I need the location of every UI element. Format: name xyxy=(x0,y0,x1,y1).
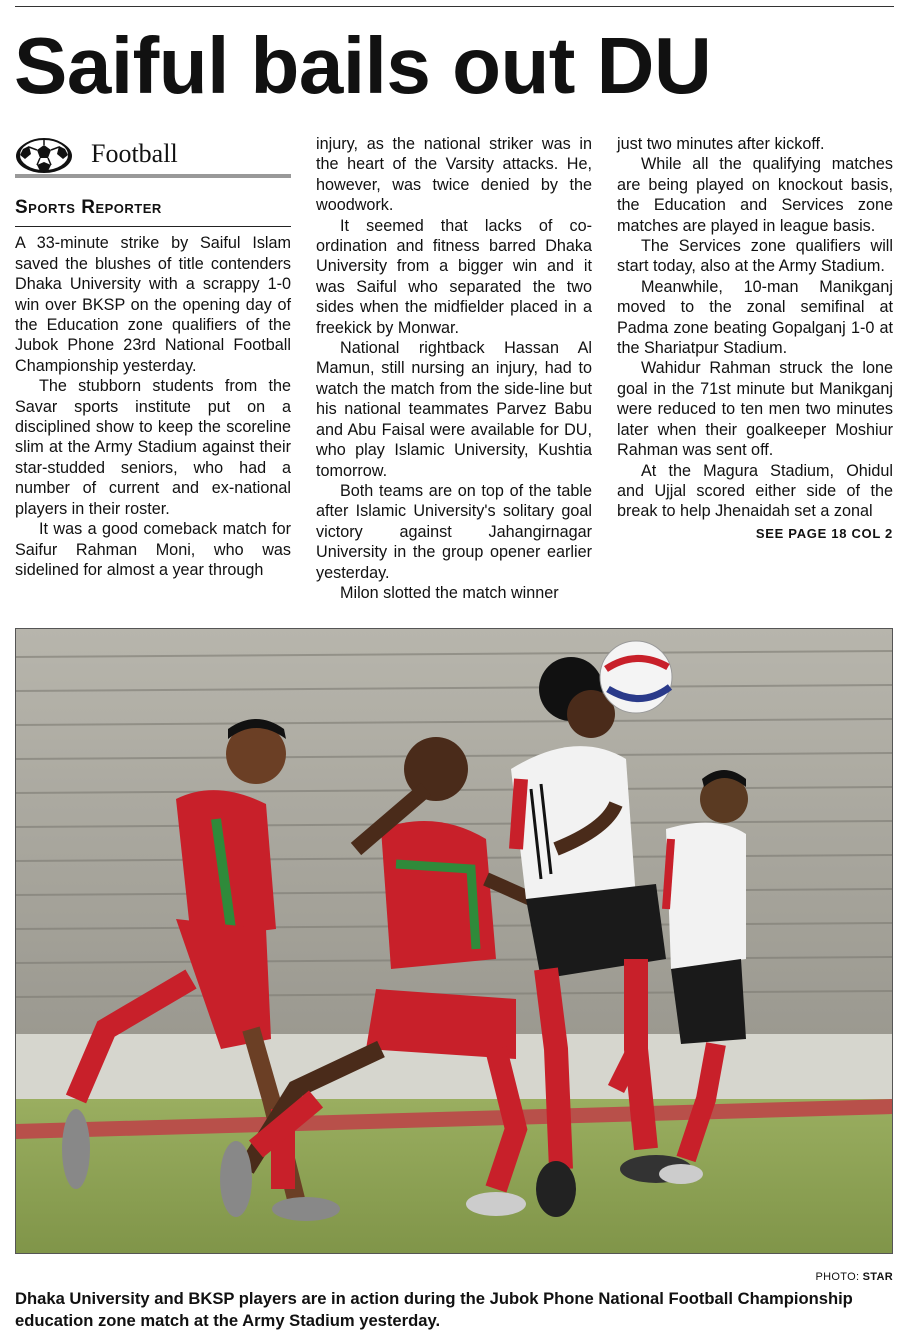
football-icon xyxy=(15,135,73,173)
photo-credit-prefix: PHOTO: xyxy=(815,1271,863,1283)
top-rule xyxy=(15,6,894,7)
paragraph: National rightback Hassan Al Mamun, still nursing an injury, had to watch the match from the side-line but his national teammates Parvez Babu and Abu Faisal were available for DU, who play Islamic University, Kushtia tomorrow. xyxy=(316,339,592,480)
paragraph: Both teams are on top of the table after Islamic University's solitary goal victory against Jahangirnagar University in the group opener earlier yesterday. xyxy=(316,481,592,582)
football-ball xyxy=(600,641,672,713)
paragraph: While all the qualifying matches are being played on knockout basis, the Education and Services zone matches are played in league basis. xyxy=(617,155,893,235)
paragraph: Milon slotted the match winner xyxy=(340,583,559,602)
section-header xyxy=(15,134,291,178)
paragraph: The Services zone qualifiers will start today, also at the Army Stadium. xyxy=(617,237,893,276)
continued-jump: SEE PAGE 18 COL 2 xyxy=(755,525,893,541)
paragraph: It seemed that lacks of co-ordination and fitness barred Dhaka University from a bigger win and it was Saiful who separated the two sides when the midfielder placed in a freekick by Monwar. xyxy=(316,216,592,337)
paragraph: It was a good comeback match for Saifur Rahman Moni, who was sidelined for almost a year through xyxy=(15,520,291,579)
paragraph: A 33-minute strike by Saiful Islam saved the blushes of title contenders Dhaka University with a scrappy 1-0 win over BKSP on the opening day of the Education zone qualifiers of the Jubok Phone 23rd National Football Championship yesterday. xyxy=(15,234,291,375)
match-photo-illustration xyxy=(16,629,893,1254)
paragraph: Wahidur Rahman struck the lone goal in the 71st minute but Manikganj were reduced to ten men two minutes later when their goalkeeper Moshiur Rahman was sent off. xyxy=(617,359,893,460)
match-photo xyxy=(15,628,893,1254)
byline-text: Sports Reporter xyxy=(15,197,162,218)
section-label: Football xyxy=(91,138,178,168)
photo-caption: Dhaka University and BKSP players are in action during the Jubok Phone National Football Championship education zone match at the Army Stadium yesterday. xyxy=(15,1289,853,1330)
photo-credit-name: STAR xyxy=(862,1271,893,1283)
column-1 xyxy=(15,134,291,580)
paragraph: At the Magura Stadium, Ohidul and Ujjal scored either side of the break to help Jhenaidah set a zonal xyxy=(617,461,893,521)
paragraph: just two minutes after kickoff. xyxy=(617,135,825,153)
photo-credit xyxy=(816,1271,893,1283)
column-3 xyxy=(617,134,893,544)
byline xyxy=(15,198,291,227)
column-2 xyxy=(316,134,592,603)
paragraph: Meanwhile, 10-man Manikganj moved to the zonal semifinal at Padma zone beating Gopalganj 1-0 at the Shariatpur Stadium. xyxy=(617,277,893,358)
headline: Saiful bails out DU xyxy=(14,21,712,110)
paragraph: The stubborn students from the Savar sports institute put on a disciplined show to keep the scoreline slim at the Army Stadium against their star-studded seniors, who had a number of current and ex-national players in their roster. xyxy=(15,377,291,518)
paragraph: injury, as the national striker was in the heart of the Varsity attacks. He, however, was twice denied by the woodwork. xyxy=(316,135,592,215)
